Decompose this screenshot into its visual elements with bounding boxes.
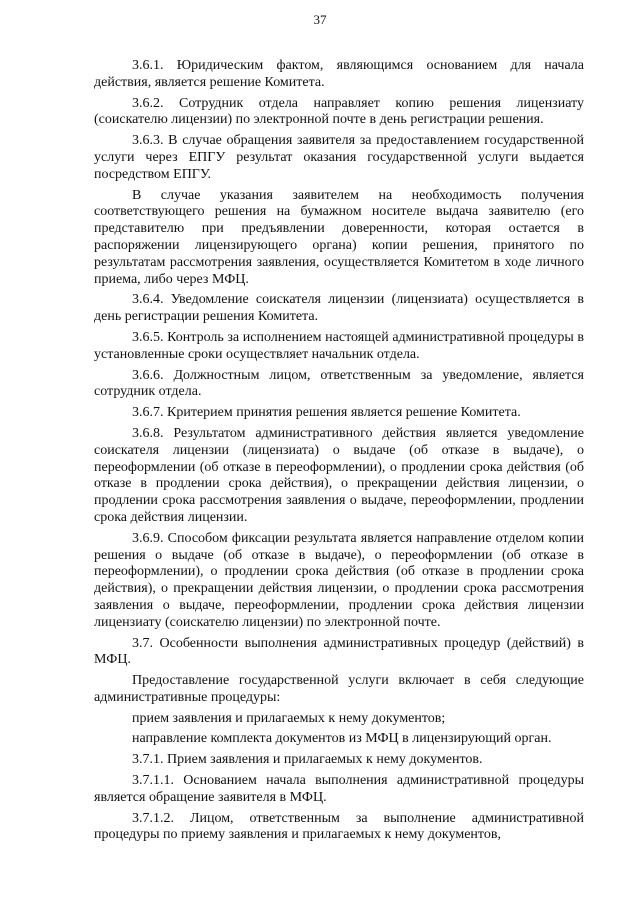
paragraph-3-7-1-2: 3.7.1.2. Лицом, ответственным за выполнение административной процедуры по приему заявления и прилагаемых к нему документов, bbox=[94, 810, 584, 843]
paragraph-paper-copy: В случае указания заявителем на необходимость получения соответствующего решения на бумажном носителе выдача заявителю (его представителю при предъявлении доверенности, которая остается в распоряжении лицензирующего органа) копии решения, принятого по результатам рассмотрения заявления, осуществляется Комитетом в ходе личного приема, либо через МФЦ. bbox=[94, 187, 584, 287]
paragraph-3-6-5: 3.6.5. Контроль за исполнением настоящей административной процедуры в установленные сроки осуществляет начальник отдела. bbox=[94, 329, 584, 362]
document-body bbox=[94, 58, 584, 848]
paragraph-3-6-2: 3.6.2. Сотрудник отдела направляет копию решения лицензиату (соискателю лицензии) по электронной почте в день регистрации решения. bbox=[94, 95, 584, 128]
list-item-reception: прием заявления и прилагаемых к нему документов; bbox=[132, 710, 446, 726]
heading-3-7: 3.7. Особенности выполнения административных процедур (действий) в МФЦ. bbox=[94, 635, 584, 668]
paragraph-3-6-9: 3.6.9. Способом фиксации результата является направление отделом копии решения о выдаче (об отказе в выдаче), о переоформлении (об отказе в переоформлении), о продлении срока действия (об отказе в продлении срока действия), о прекращении действия лицензии, о продлении срока рассмотрения заявления о выдаче, переоформлении, продлении срока действия лицензии лицензиату (соискателю лицензии) по электронной почте. bbox=[94, 530, 584, 630]
paragraph-3-6-1: 3.6.1. Юридическим фактом, являющимся основанием для начала действия, является решение Комитета. bbox=[94, 58, 584, 90]
paragraph-3-6-8: 3.6.8. Результатом административного действия является уведомление соискателя лицензии (лицензиата) о выдаче (об отказе в выдаче), о переоформлении (об отказе в переоформлении), о продлении срока действия (об отказе в продлении срока действия), о прекращении действия лицензии, о продлении срока рассмотрения заявления о выдаче, переоформлении, продлении срока действия лицензии. bbox=[94, 425, 584, 525]
paragraph-3-6-4: 3.6.4. Уведомление соискателя лицензии (лицензиата) осуществляется в день регистрации решения Комитета. bbox=[94, 292, 584, 325]
paragraph-3-6-6: 3.6.6. Должностным лицом, ответственным за уведомление, является сотрудник отдела. bbox=[94, 367, 584, 400]
page-number: 37 bbox=[313, 12, 327, 27]
paragraph-3-7-1-1: 3.7.1.1. Основанием начала выполнения административной процедуры является обращение заявителя в МФЦ. bbox=[94, 773, 584, 805]
list-item-forwarding: направление комплекта документов из МФЦ в лицензирующий орган. bbox=[132, 731, 552, 747]
paragraph-3-6-7: 3.6.7. Критерием принятия решения является решение Комитета. bbox=[132, 405, 521, 421]
heading-3-7-1: 3.7.1. Прием заявления и прилагаемых к нему документов. bbox=[132, 752, 483, 768]
paragraph-procedures-intro: Предоставление государственной услуги включает в себя следующие административные процедуры: bbox=[94, 673, 584, 705]
paragraph-3-6-3: 3.6.3. В случае обращения заявителя за предоставлением государственной услуги через ЕПГУ результат оказания государственной услуги выдается посредством ЕПГУ. bbox=[94, 133, 584, 182]
